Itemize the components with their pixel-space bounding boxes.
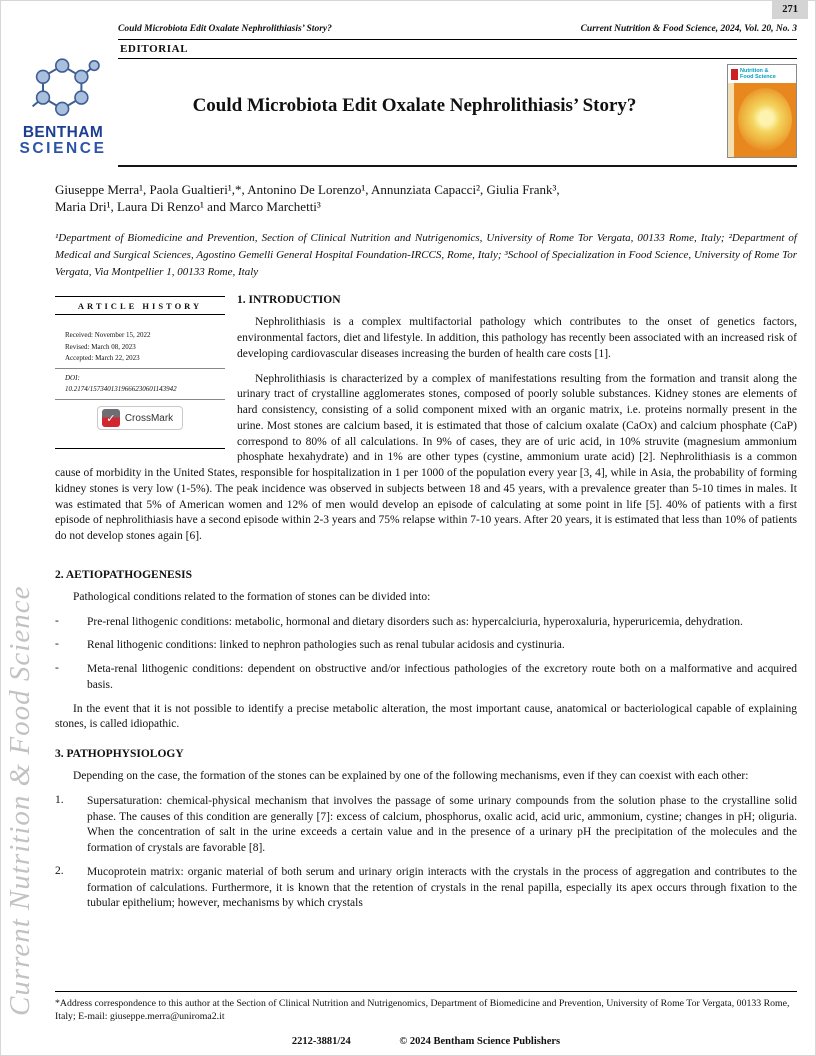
page-footer [55, 991, 797, 1047]
cover-spine-strip [728, 83, 734, 158]
cover-journal-name-line1: Nutrition & [740, 67, 769, 74]
cover-journal-name [740, 68, 776, 80]
list-item-text: Mucoprotein matrix: organic material of both serum and urinary origin interacts with the crystals in the process of aggregation and contributes to the formation of calculations. Furthermore, it is known that the retention of crystals in the renal papilla, especially its apex occurs through fixation to the tubular epithelium; however, mechanisms by which crystals [87, 865, 797, 910]
list-marker: - [55, 614, 59, 627]
revised-date: Revised: March 08, 2023 [65, 342, 136, 351]
list-item [55, 662, 797, 694]
bentham-science-logo [12, 56, 114, 158]
intro-paragraph-2: Nephrolithiasis is characterized by a complex of manifestations resulting from the formation and transit along the urinary tract of crystalline agglomerates stones, composed of poorly soluble substances. Kidney stones are elements of hard consistency, consisting of a solid component mixed with an organic matrix, i.e. proteins normally present in the urine. Most stones are calcium based, it is estimated that those of calcium oxalate (CaOx) and calcium phosphate (CaP) correspond to 80% of all calculations. In 9% of cases, they are of uric acid, in 10% struvite (magnesium ammonium phosphate hexahydrate) and in 1% are other types (cystine, ammonium urate acid) [2]. Nephrolithiasis is a common cause of morbidity in the United States, responsible for hospitalization in 1 per 1000 of the population every year [3, 4], while in Asia, the probability of forming kidney stones is very low (1-5%). The peak incidence was observed in subjects between 18 and 45 years, with a prevalence greater than 5-10 times in males. It was estimated that 5% of American women and 12% of men would develop an episode of calculating at some point in life [5]. 40% of patients with a first episode of nephrolithiasis have a second episode within 2-3 years and 75% relapse within 7-10 years. After 20 years, it is estimated that less than 10% of patients do not develop stones again [6]. [55, 372, 797, 543]
journal-cover [727, 64, 797, 158]
publisher-name-line2: SCIENCE [19, 140, 107, 158]
flower-image [738, 88, 792, 151]
section-heading-introduction: 1. INTRODUCTION [237, 294, 341, 307]
numbered-list-item [55, 794, 797, 857]
article-history-dates [55, 315, 225, 369]
list-item-text: Pre-renal lithogenic conditions: metabolic, hormonal and dietary disorders such as: hypercalciuria, hyperoxaluria, hyperuricemia, dehydration. [87, 615, 743, 628]
cover-journal-name-line2: Food Science [740, 74, 776, 80]
article-title: Could Microbiota Edit Oxalate Nephrolithiasis’ Story? [192, 95, 637, 116]
article-type-label: EDITORIAL [118, 39, 797, 59]
list-marker: - [55, 662, 59, 675]
numbered-list-item [55, 865, 797, 912]
crossmark-label: CrossMark [124, 412, 174, 424]
affiliations: ¹Department of Biomedicine and Prevention, Section of Clinical Nutrition and Nutrigenomics, University of Rome Tor Vergata, 00133 Rome, Italy; ²Department of Medical and Surgical Sciences, Agostino Gemelli General Hospital Foundation-IRCCS, Rome, Italy; ³School of Specialization in Food Science, University of Rome Tor Vergata, Via Montpellier 1, 00133 Rome, Italy [55, 232, 797, 279]
email-link[interactable]: giuseppe.merra@uniroma2.it [109, 1011, 225, 1023]
intro-paragraph-1: Nephrolithiasis is a complex multifactorial pathology which contributes to the onset of genetics factors, environmental factors, diet and lifestyle. In addition, this pathology has recently been associated with an increased risk of developing cardiovascular diseases increasing the burden of health care costs [1]. [237, 316, 797, 360]
copyright-line [55, 1036, 797, 1047]
list-item-text: Meta-renal lithogenic conditions: dependent on obstructive and/or infectious pathologies of the excretory route both on a malformative and acquired basis. [87, 663, 797, 691]
list-marker: - [55, 638, 59, 651]
list-item [55, 638, 797, 654]
authors-line-1: Giuseppe Merra¹, Paola Gualtieri¹,*, Antonino De Lorenzo¹, Annunziata Capacci², Giulia Frank³, [55, 182, 560, 197]
section-heading-pathophysiology: 3. PATHOPHYSIOLOGY [55, 748, 184, 761]
accepted-date: Accepted: March 22, 2023 [65, 353, 140, 362]
footer-divider [55, 991, 797, 992]
doi-block [55, 369, 225, 400]
header-divider [118, 165, 797, 167]
running-head-right: Current Nutrition & Food Science, 2024, Vol. 20, No. 3 [580, 24, 797, 34]
crossmark-badge[interactable] [97, 406, 183, 430]
article-history-panel [55, 296, 225, 449]
issn-code: 2212-3881/24 [291, 1036, 351, 1047]
running-heads [118, 24, 797, 34]
list-item-text: Supersaturation: chemical-physical mechanism that involves the passage of some urinary compounds from the solution phase to the crystalline solid phase. The causes of this condition are generally [7]: excess of calcium, phosphorus, oxalic acid, acid uric, ammonium, cystine; changes in pH; oliguria. When the concentration of salt in the urine exceeds a certain value and in the presence of a urinary pH the precipitation of the molecules and the formation of crystals are favorable [8]. [87, 794, 797, 855]
list-marker: 1. [55, 793, 64, 806]
patho-intro-paragraph: Depending on the case, the formation of the stones can be explained by one of the following mechanisms, even if they can coexist with each other: [73, 770, 749, 783]
section-heading-aetiopathogenesis: 2. AETIOPATHOGENESIS [55, 568, 192, 581]
cover-publisher-mark-icon [731, 69, 738, 80]
list-item-text: Renal lithogenic conditions: linked to nephron pathologies such as renal tubular acidosis and cystinuria. [87, 639, 565, 652]
authors-line [55, 181, 797, 215]
correspondence-note [55, 997, 797, 1024]
introduction-section [55, 294, 797, 554]
copyright-text: © 2024 Bentham Science Publishers [399, 1036, 561, 1047]
title-area [118, 59, 797, 165]
article-body [55, 181, 797, 912]
page-header [118, 0, 797, 165]
doi-value: 10.2174/1573401319666230601143942 [65, 384, 177, 393]
journal-cover-masthead [728, 65, 796, 83]
aetio-outro-paragraph: In the event that it is not possible to identify a precise metabolic alteration, the most important cause, anatomical or bacteriological capable of explaining stones, is called idiopathic. [55, 702, 797, 731]
correspondence-text: *Address correspondence to this author at the Section of Clinical Nutrition and Nutrigenomics, Department of Biomedicine and Prevention, University of Rome Tor Vergata, 00133 Rome, Italy; E-mail: [55, 997, 790, 1023]
crossmark-icon: ✓ [102, 409, 120, 427]
journal-side-text: Current Nutrition & Food Science [4, 585, 36, 1016]
running-head-left: Could Microbiota Edit Oxalate Nephrolithiasis’ Story? [118, 24, 332, 34]
aetio-intro-paragraph: Pathological conditions related to the formation of stones can be divided into: [73, 590, 431, 603]
journal-cover-art [728, 83, 796, 158]
list-marker: 2. [55, 864, 64, 877]
doi-label: DOI: [65, 374, 80, 383]
list-item [55, 615, 797, 631]
page-number: 271 [772, 0, 808, 19]
article-history-heading: ARTICLE HISTORY [55, 297, 225, 315]
received-date: Received: November 15, 2022 [65, 331, 151, 340]
publisher-name-line1: BENTHAM [22, 124, 104, 141]
molecule-icon [25, 107, 101, 124]
authors-line-2: Maria Dri¹, Laura Di Renzo¹ and Marco Marchetti³ [55, 199, 321, 215]
